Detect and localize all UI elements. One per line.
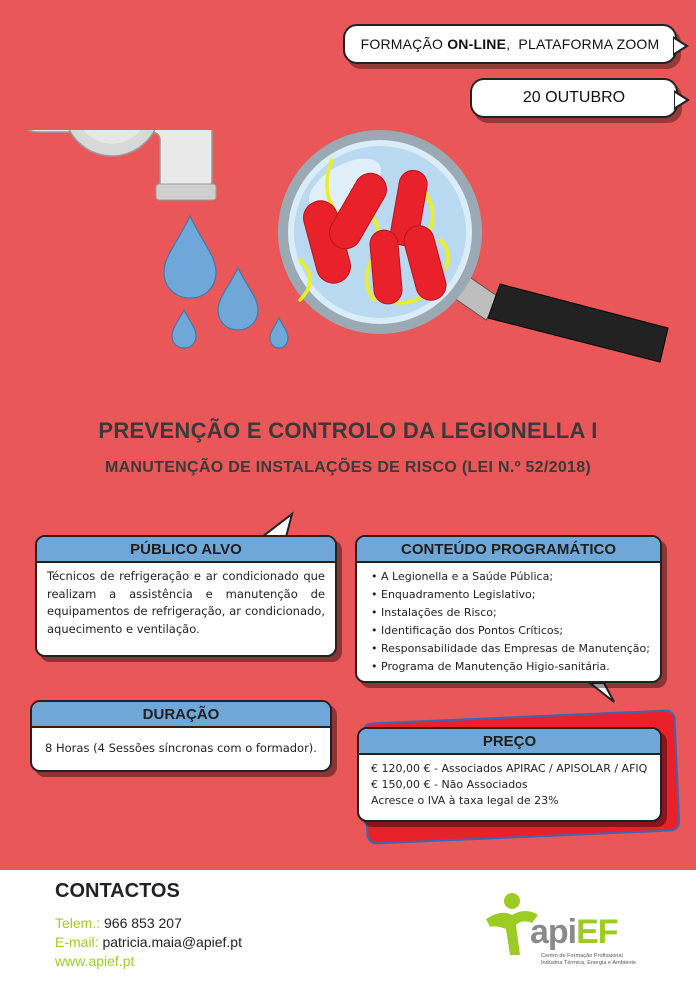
list-item: • Responsabilidade das Empresas de Manutenção; xyxy=(371,640,652,658)
preco-box xyxy=(357,727,662,822)
course-title: PREVENÇÃO E CONTROLO DA LEGIONELLA I xyxy=(98,418,598,443)
conteudo-list xyxy=(371,568,652,676)
list-item: • A Legionella e a Saúde Pública; xyxy=(371,568,652,586)
conteudo-box xyxy=(355,535,662,683)
duracao-heading: DURAÇÃO xyxy=(32,702,330,728)
logo-name-main: api xyxy=(530,913,577,951)
list-item: • Programa de Manutenção Higio-sanitária. xyxy=(371,658,652,676)
logo-tagline xyxy=(541,953,671,966)
list-item: • Identificação dos Pontos Críticos; xyxy=(371,622,652,640)
website-link[interactable]: www.apief.pt xyxy=(55,953,135,969)
format-online: ON-LINE xyxy=(447,36,507,52)
preco-line: € 120,00 € - Associados APIRAC / APISOLAR / AFIQ xyxy=(371,762,648,775)
logo-tagline-1: Centro de Formação Profissional xyxy=(541,953,623,959)
phone-label: Telem.: xyxy=(55,915,101,931)
publico-alvo-text: Técnicos de refrigeração e ar condicionado que realizam a assistência e manutenção de equipamentos de refrigeração, ar condicionado, aquecimento e ventilação. xyxy=(47,569,325,636)
logo-tagline-2: Indústria Térmica, Energia e Ambiente xyxy=(541,959,637,966)
logo-name-accent: EF xyxy=(576,913,618,951)
preco-line: Acresce o IVA à taxa legal de 23% xyxy=(371,794,559,807)
phone-number[interactable]: 966 853 207 xyxy=(104,915,182,931)
duracao-text: 8 Horas (4 Sessões síncronas com o formador). xyxy=(45,741,317,755)
illustration xyxy=(0,130,696,370)
contact-email-line xyxy=(55,934,242,950)
publico-alvo-box xyxy=(35,535,337,657)
format-bubble xyxy=(343,24,677,64)
preco-line: € 150,00 € - Não Associados xyxy=(371,778,528,791)
contacts-heading: CONTACTOS xyxy=(55,880,180,902)
contact-phone-line xyxy=(55,915,182,931)
conteudo-heading: CONTEÚDO PROGRAMÁTICO xyxy=(357,537,660,563)
publico-alvo-heading: PÚBLICO ALVO xyxy=(37,537,335,563)
date-bubble xyxy=(470,78,678,118)
apief-logo-text xyxy=(530,913,618,952)
format-suffix: , PLATAFORMA ZOOM xyxy=(506,36,660,52)
course-subtitle: MANUTENÇÃO DE INSTALAÇÕES DE RISCO (LEI N.º 52/2018) xyxy=(104,459,592,476)
faucet-icon xyxy=(12,130,216,200)
preco-heading: PREÇO xyxy=(359,729,660,755)
email-label: E-mail: xyxy=(55,934,99,950)
duracao-box xyxy=(30,700,332,772)
list-item: • Instalações de Risco; xyxy=(371,604,652,622)
email-link[interactable]: patricia.maia@apief.pt xyxy=(102,934,242,950)
list-item: • Enquadramento Legislativo; xyxy=(371,586,652,604)
course-date: 20 OUTUBRO xyxy=(522,89,626,106)
format-prefix: FORMAÇÃO xyxy=(360,36,448,52)
water-drop-icon xyxy=(164,216,288,348)
